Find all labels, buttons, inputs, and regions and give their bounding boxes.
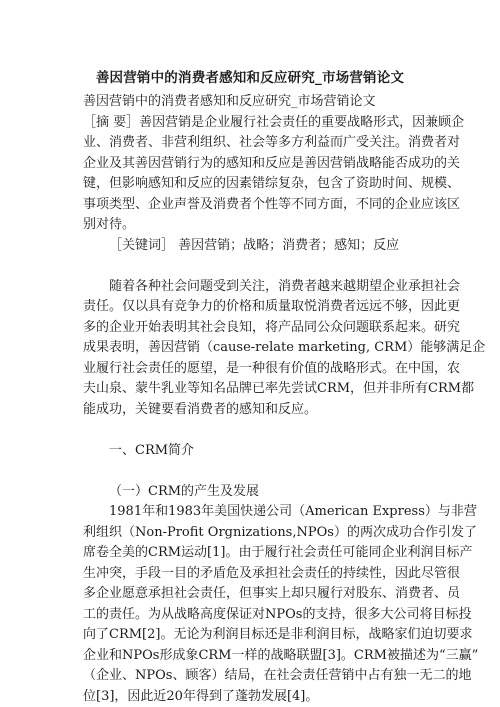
text-line: （企业、NPOs、顾客）结局，在社会责任营销中占有独一无二的地	[83, 668, 472, 683]
text-line: 多企业愿意承担社会责任，但事实上却只履行对股东、消费者、员	[83, 586, 461, 601]
text-line: 业履行社会责任的愿望，是一种很有价值的战略形式。在中国，农	[83, 360, 461, 376]
text-line: 企业和NPOs形成象CRM一样的战略联盟[3]。CRM被描述为“三赢”	[83, 647, 479, 663]
text-line: 生冲突，手段一目的矛盾危及承担社会责任的持续性，因此尽管很	[83, 565, 461, 581]
text-line: 多的企业开始表明其社会良知，将产品同公众问题联系起来。研究	[83, 319, 461, 335]
blank-line	[83, 461, 425, 482]
text-line: 随着各种社会问题受到关注，消费者越来越期望企业承担社会	[109, 278, 461, 294]
text-line: 位[3]，因此近20年得到了蓬勃发展[4]。	[83, 688, 319, 704]
blank-line	[83, 420, 425, 441]
document-title: 善因营销中的消费者感知和反应研究_市场营销论文	[95, 70, 405, 86]
text-line: ［关键词］ 善因营销；战略；消费者；感知；反应	[109, 237, 400, 253]
text-line: 企业及其善因营销行为的感知和反应是善因营销战略能否成功的关	[83, 155, 461, 171]
text-line: （一）CRM的产生及发展	[109, 483, 260, 499]
text-line: ［摘 要］善因营销是企业履行社会责任的重要战略形式，因兼顾企	[83, 114, 465, 130]
text-line: 席卷全美的CRM运动[1]。由于履行社会责任可能同企业利润目标产	[83, 545, 473, 560]
text-line: 1981年和1983年美国快递公司（American Express）与非营	[109, 504, 477, 519]
text-line: 工的责任。为从战略高度保证对NPOs的支持，很多大公司将目标投	[83, 606, 472, 622]
text-line: 夫山泉、蒙牛乳业等知名品牌已率先尝试CRM，但并非所有CRM都	[83, 381, 475, 396]
blank-line	[83, 256, 425, 277]
text-line: 成果表明，善因营销（cause-relate marketing, CRM）能够满足企	[83, 340, 486, 355]
text-line: 事项类型、企业声誉及消费者个性等不同方面，不同的企业应该区	[83, 196, 461, 212]
text-line: 业、消费者、非营利组织、社会等多方利益而广受关注。消费者对	[83, 135, 461, 150]
document-body	[83, 92, 486, 707]
text-line: 一、CRM简介	[109, 442, 195, 458]
text-line: 利组织（Non-Profit Orgnizations,NPOs）的两次成功合作引发了	[83, 524, 477, 540]
text-line: 责任。仅以具有竞争力的价格和质量取悦消费者远远不够，因此更	[83, 299, 461, 314]
text-line: 善因营销中的消费者感知和反应研究_市场营销论文	[83, 94, 376, 109]
text-line: 键，但影响感知和反应的因素错综复杂，包含了资助时间、规模、	[83, 176, 461, 191]
text-line: 能成功，关键要看消费者的感知和反应。	[83, 401, 318, 417]
text-line: 别对待。	[83, 217, 136, 232]
text-line: 向了CRM[2]。无论为利润目标还是非利润目标，战略家们迫切要求	[83, 627, 473, 642]
